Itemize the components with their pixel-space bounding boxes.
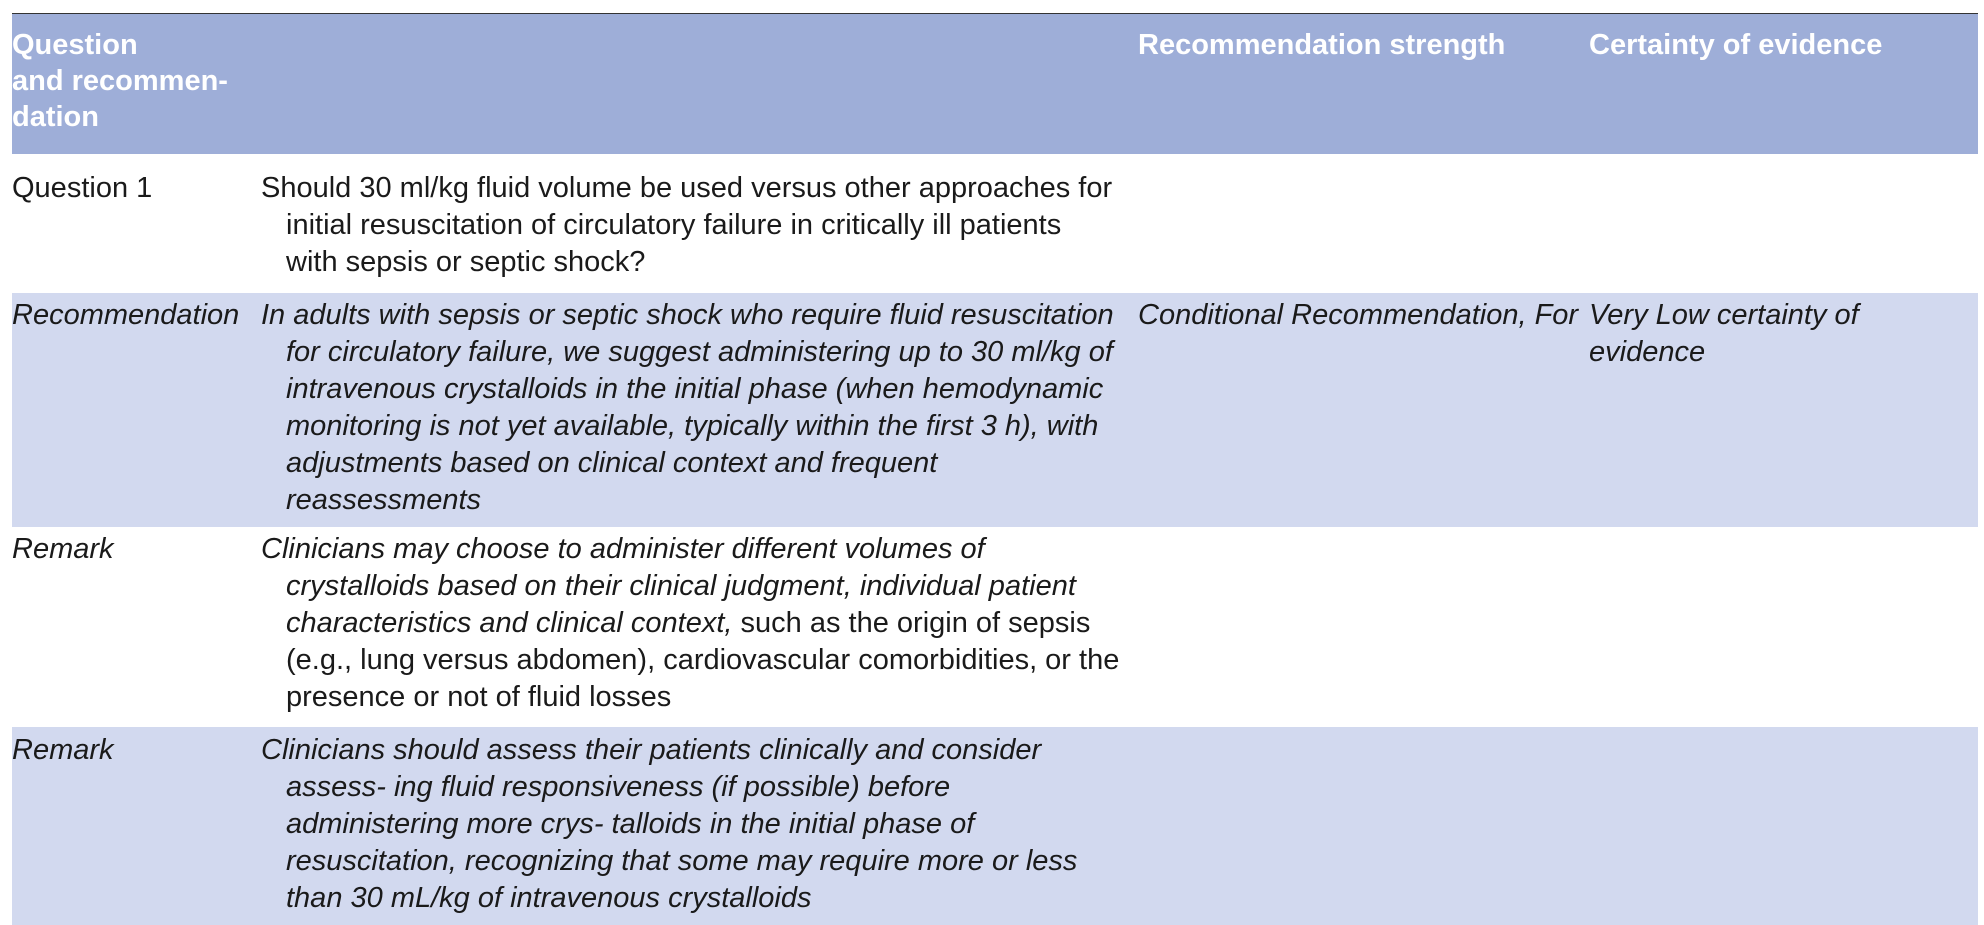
header-row	[12, 14, 1978, 154]
row-text	[261, 527, 1138, 727]
row-label: Recommendation	[12, 299, 240, 331]
row-certainty: Very Low certainty of evidence	[1589, 299, 1859, 368]
recommendation-table-container	[12, 13, 1978, 925]
header-recommendation-strength: Recommendation strength	[1138, 29, 1506, 61]
remark-text: Clinicians should assess their patients clinically and consider assess- ing fluid responsiveness (if possible) before administering more crys- talloids in the initial phase of resuscitation, recognizing that some may require more or less than 30 mL/kg of intravenous crystalloids	[261, 734, 1078, 914]
header-question-line-2: and recommen-	[12, 65, 228, 97]
row-strength: Conditional Recommendation, For	[1138, 299, 1579, 331]
recommendation-text: In adults with sepsis or septic shock who require fluid resuscitation for circulatory failure, we suggest administering up to 30 ml/kg of intravenous crystalloids in the initial phase (when hemodynamic monitoring is not yet available, typically within the first 3 h), with adjustments based on clinical context and frequent reassessments	[261, 299, 1114, 516]
remark-text-italic: Clinicians may choose to administer different volumes of crystalloids based on their clinical judgment, individual patient characteristics and clinical context,	[261, 533, 1076, 639]
header-certainty-of-evidence: Certainty of evidence	[1589, 29, 1883, 61]
row-label: Remark	[12, 533, 114, 565]
row-text	[261, 727, 1138, 925]
row-label: Question 1	[12, 172, 153, 204]
row-text	[261, 293, 1138, 527]
table-header	[12, 14, 1978, 154]
row-text	[261, 154, 1138, 293]
table-row	[12, 527, 1978, 727]
remark-text-regular: such as the origin of sepsis (e.g., lung versus abdomen), cardiovascular comorbidities, or the presence or not of fluid losses	[286, 607, 1120, 713]
row-certainty	[1589, 527, 1978, 727]
header-question	[12, 14, 1138, 154]
header-question-line-3: dation	[12, 101, 99, 133]
recommendation-table	[12, 14, 1978, 925]
header-question-line-1: Question	[12, 29, 138, 61]
row-label: Remark	[12, 734, 114, 766]
row-strength	[1138, 727, 1589, 925]
table-row	[12, 154, 1978, 293]
table-body	[12, 154, 1978, 925]
question-text: Should 30 ml/kg fluid volume be used versus other approaches for initial resuscitation of circulatory failure in critically ill patients with sepsis or septic shock?	[261, 172, 1113, 278]
remark-text	[261, 531, 1138, 716]
row-strength	[1138, 154, 1589, 293]
row-certainty	[1589, 727, 1978, 925]
table-row	[12, 727, 1978, 925]
row-certainty	[1589, 154, 1978, 293]
table-row	[12, 293, 1978, 527]
row-strength	[1138, 527, 1589, 727]
